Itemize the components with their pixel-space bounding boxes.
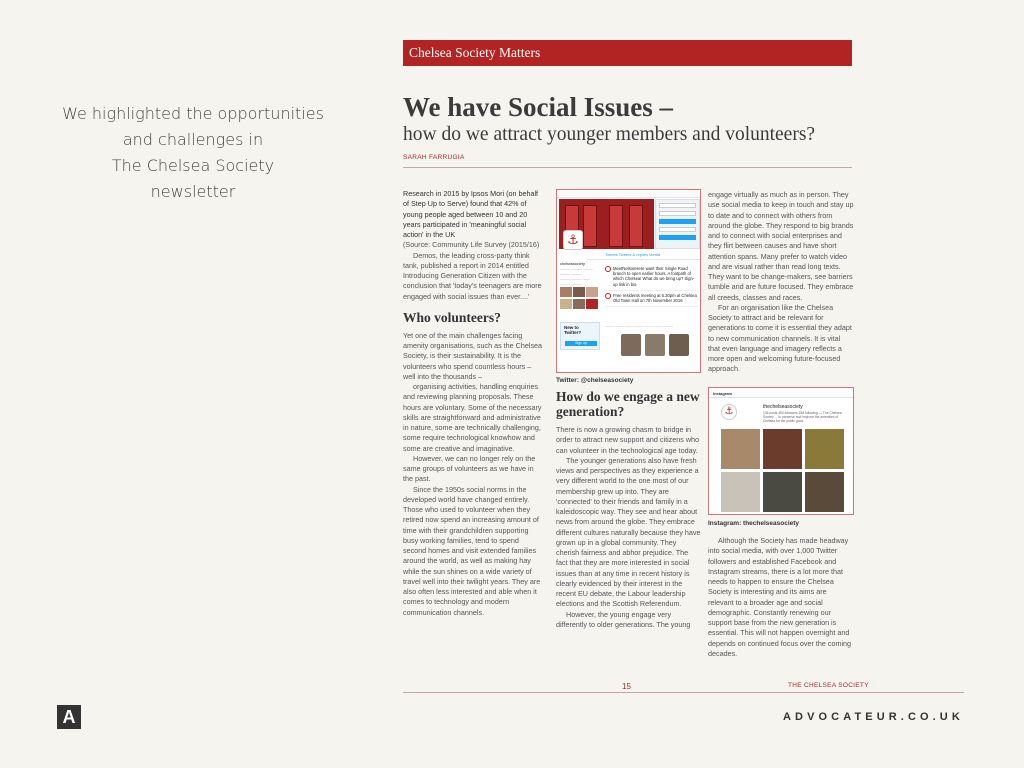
twitter-photo-people: ——— ——— ——— ——— ——— ——— ——— bbox=[605, 324, 698, 370]
twitter-handle: chelseasociety bbox=[560, 262, 585, 266]
twitter-signup-box bbox=[560, 322, 600, 350]
article-subheadline: how do we attract younger members and volunteers? bbox=[403, 124, 816, 145]
paragraph: Demos, the leading cross-party think tank, published a report in 2014 entitled Introducing Generation Citizen with the conclusion that 'today's teenagers are more engaged with social issues than ever....' bbox=[403, 250, 542, 301]
tweet: Free residents meeting at 6.30pm at Chelsea Old Town Hall on 7th November 2016 bbox=[605, 291, 698, 307]
section-heading: How do we engage a new generation? bbox=[556, 389, 700, 419]
side-note bbox=[60, 101, 326, 205]
paragraph: However, we can no longer rely on the same groups of volunteers as we have in the past. bbox=[403, 453, 536, 484]
advocateur-logo: A bbox=[57, 705, 81, 729]
page-number: 15 bbox=[622, 682, 631, 691]
twitter-signup-button: Sign up bbox=[565, 341, 597, 346]
instagram-caption: Instagram: thechelseasociety bbox=[708, 520, 800, 527]
paragraph: For an organisation like the Chelsea Society to attract and be relevant for generations to come it is essential they adapt to new communication channels. It is vital that even language and imagery reflects a more open and welcoming future-focused approach. bbox=[708, 302, 852, 374]
instagram-photo bbox=[763, 472, 802, 512]
paragraph: Yet one of the main challenges facing amenity organisations, such as the Chelsea Society, is their sustainability. It is the volunteers who spend countless hours – well into the thousands – bbox=[403, 330, 543, 381]
anchor-logo-icon: ⚓ bbox=[563, 230, 583, 250]
twitter-login-box bbox=[655, 199, 700, 249]
article-author: SARAH FARRUGIA bbox=[403, 154, 465, 161]
twitter-topbar bbox=[557, 190, 700, 198]
twitter-feed bbox=[605, 264, 698, 307]
instagram-topbar bbox=[709, 388, 853, 398]
twitter-screenshot bbox=[556, 189, 701, 373]
footer-divider bbox=[403, 692, 964, 693]
instagram-username: thechelseasociety bbox=[763, 404, 803, 410]
paragraph: There is now a growing chasm to bridge in order to attract new support and citizens who can volunteer in the technological age today. bbox=[556, 425, 700, 455]
instagram-photo bbox=[805, 429, 844, 469]
column-3 bbox=[708, 190, 854, 375]
lead-paragraph: Research in 2015 by Ipsos Mori (on behalf of Step Up to Serve) found that 42% of young people aged between 10 and 20 years participated in 'meaningful social action' in the UK bbox=[403, 189, 539, 239]
side-note-line: The Chelsea Society bbox=[111, 156, 275, 175]
magazine-name: THE CHELSEA SOCIETY bbox=[788, 682, 869, 689]
section-banner: Chelsea Society Matters bbox=[403, 40, 852, 66]
instagram-photo bbox=[721, 472, 760, 512]
section-heading: Who volunteers? bbox=[403, 309, 501, 325]
instagram-photo bbox=[721, 429, 760, 469]
article-headline: We have Social Issues – bbox=[403, 92, 674, 122]
paragraph: Although the Society has made headway into social media, with over 1,000 Twitter followers and established Facebook and Instagram streams, there is a lot more that needs to happen to ensure the Chelsea Society is interesting and its aims are relevant to a broader age and social demographic. Constantly renewing our support base from the new generation is essential. This will not happen overnight and depends on continued focus over the coming decades. bbox=[708, 536, 852, 658]
divider bbox=[403, 167, 852, 168]
paragraph: However, the young engage very differently to older generations. The young bbox=[556, 609, 691, 629]
side-note-line: We highlighted the opportunities bbox=[62, 104, 324, 123]
instagram-photo bbox=[805, 472, 844, 512]
paragraph: Since the 1950s social norms in the developed world have changed entirely. Those who used to volunteer when they retired now spend an increasing amount of time with their grandchildren supporting busy working families, tend to spend second homes and visit extended families around the world, as well as making hay while the sun shines on a wide variety of travel well into their twilight years. They are also often less interested and able when it comes to technology and modern communication channels. bbox=[403, 484, 541, 617]
side-note-line: newsletter bbox=[150, 182, 236, 201]
column-1 bbox=[403, 189, 543, 618]
instagram-profile bbox=[721, 402, 843, 426]
tweet: MeetNelsonHere want their Single Road branch to open earlier hours. A footpath of which Chelsea! What do we bring up? Sign-up link in bio. bbox=[605, 264, 698, 291]
paragraph: The younger generations also have fresh views and perspectives as they experience a very different world to the one most of our membership grew up into. They are 'connected' to their friends and family in a kaleidoscopic way. They see and hear about news from around the globe. They embrace different cultures naturally because they have grown up in a global community. They cherish fairness and abhor prejudice. The fact that they are more interested in social issues than at any time in recent history is clearly evidenced by their interest in the recent EU debate, the Labour leadership elections and the Scottish Referendum. bbox=[556, 455, 701, 609]
source-note: (Source: Community Life Survey (2015/16) bbox=[403, 240, 540, 250]
newsletter-page bbox=[403, 40, 852, 700]
instagram-app-name: Instagram bbox=[713, 391, 733, 396]
column-3-continued bbox=[708, 536, 854, 659]
column-2 bbox=[556, 373, 701, 630]
anchor-logo-icon: ⚓ bbox=[721, 404, 737, 420]
paragraph: engage virtually as much as in person. They use social media to keep in touch and stay up to date and to connect with others from around the globe. They respond to big brands and to connect with social enterprises and they flirt between causes and have short attention spans. Many prefer to watch video and are visual rather than read long texts. They want to be change-makers, see barriers tumble and are future focused. They embrace all creeds, classes and races. bbox=[708, 190, 854, 302]
twitter-profile: chelseasociety ——— ——— ——— ——— ——— ——— ——— —— ——— ——— bbox=[560, 262, 602, 311]
twitter-caption: Twitter: @chelseasociety bbox=[556, 377, 634, 384]
instagram-photo bbox=[763, 429, 802, 469]
instagram-bio: 136 posts 490 followers 158 following — The Chelsea Society ... to preserve and improve the amenities of Chelsea for the public good. bbox=[763, 411, 842, 423]
paragraph: organising activities, handling enquiries and reviewing planning proposals. These hours are voluntary. Some of the necessary skills are straightforward and administrative in nature, some are technically challenging, some require technological knowhow and some are creative and imaginative. bbox=[403, 382, 542, 453]
instagram-screenshot bbox=[708, 387, 854, 515]
brand-url: ADVOCATEUR.CO.UK bbox=[783, 711, 964, 723]
twitter-signup-title: New to Twitter? bbox=[564, 325, 582, 335]
twitter-tabs: Tweets Tweets & replies Media bbox=[605, 252, 661, 257]
side-note-line: and challenges in bbox=[122, 130, 264, 149]
